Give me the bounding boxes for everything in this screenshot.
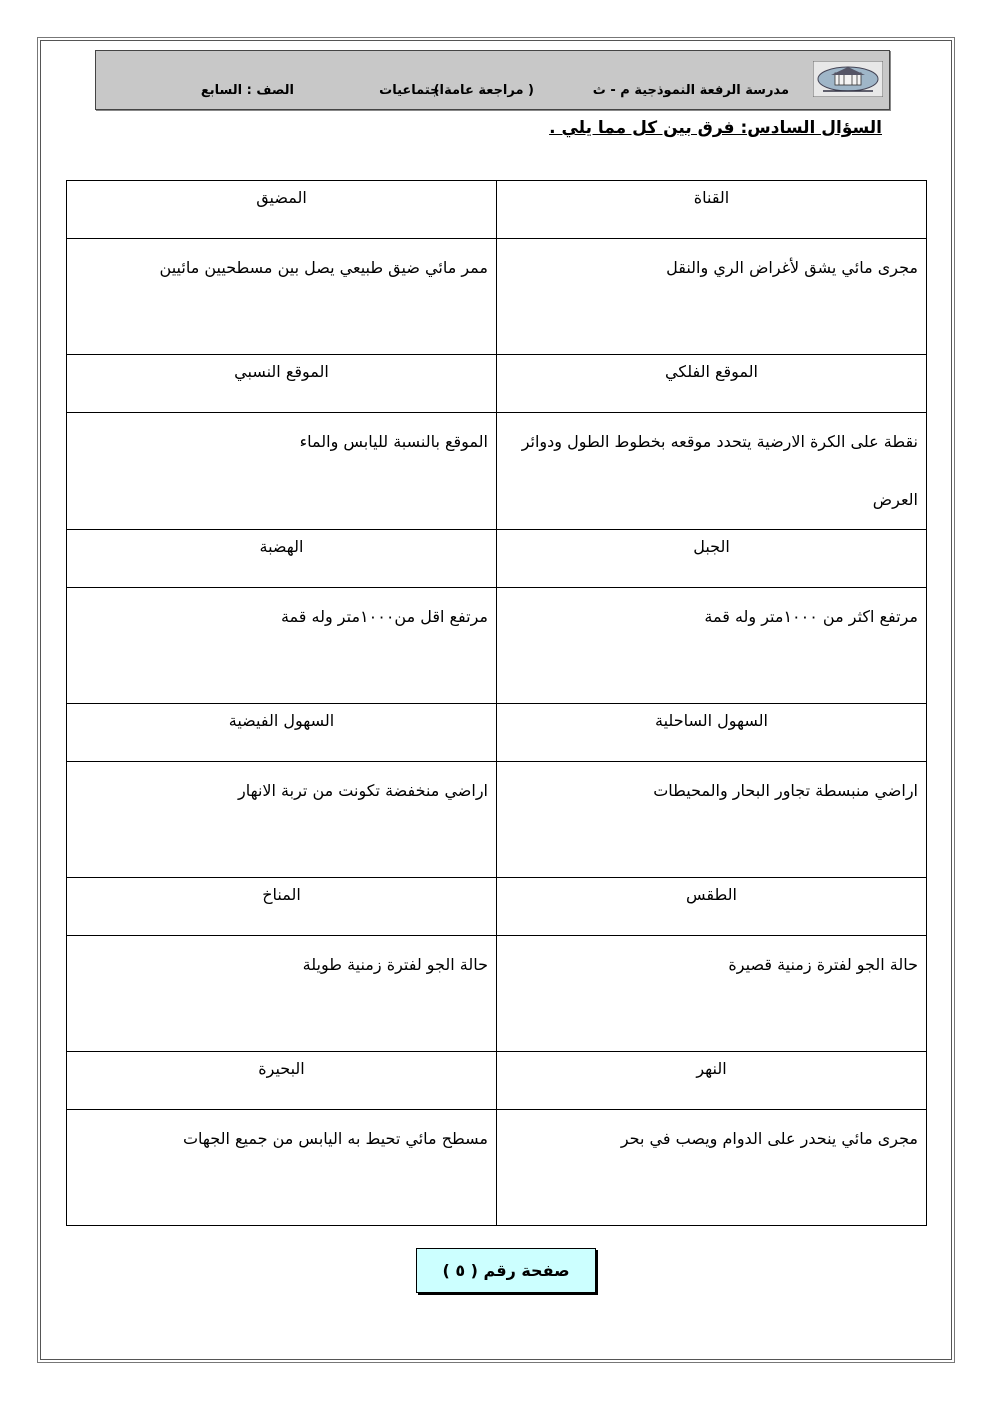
right-term-cell: القناة xyxy=(497,181,927,239)
definition-row xyxy=(67,936,927,1052)
right-definition-cell: مجرى مائي يشق لأغراض الري والنقل xyxy=(497,239,927,355)
left-definition-cell: مسطح مائي تحيط به اليابس من جميع الجهات xyxy=(67,1110,497,1226)
right-definition-cell: مرتفع اكثر من ١٠٠٠متر وله قمة xyxy=(497,588,927,704)
left-term-cell: البحيرة xyxy=(67,1052,497,1110)
left-definition-cell: حالة الجو لفترة زمنية طويلة xyxy=(67,936,497,1052)
left-term-cell: السهول الفيضية xyxy=(67,704,497,762)
right-term-cell: السهول الساحلية xyxy=(497,704,927,762)
right-term-cell: النهر xyxy=(497,1052,927,1110)
page-number: صفحة رقم ( ٥ ) xyxy=(416,1248,596,1293)
term-row xyxy=(67,181,927,239)
definition-row xyxy=(67,588,927,704)
subject-label: اجتماعيات xyxy=(379,83,444,98)
school-name: مدرسة الرفعة النموذجية م - ث xyxy=(592,83,789,98)
right-definition-cell: نقطة على الكرة الارضية يتحدد موقعه بخطوط الطول ودوائر العرض xyxy=(497,413,927,530)
right-definition-cell: حالة الجو لفترة زمنية قصيرة xyxy=(497,936,927,1052)
right-term-cell: الجبل xyxy=(497,530,927,588)
comparison-table xyxy=(66,180,927,1226)
right-term-cell: الموقع الفلكي xyxy=(497,355,927,413)
header-banner xyxy=(95,50,890,110)
left-term-cell: المناخ xyxy=(67,878,497,936)
left-term-cell: المضيق xyxy=(67,181,497,239)
term-row xyxy=(67,878,927,936)
class-label: الصف : السابع xyxy=(200,83,294,98)
left-definition-cell: مرتفع اقل من١٠٠٠متر وله قمة xyxy=(67,588,497,704)
school-logo-icon xyxy=(813,61,883,97)
definition-row xyxy=(67,239,927,355)
left-term-cell: الهضبة xyxy=(67,530,497,588)
term-row xyxy=(67,530,927,588)
right-definition-cell: مجرى مائي ينحدر على الدوام ويصب في بحر xyxy=(497,1110,927,1226)
left-definition-cell: ممر مائي ضيق طبيعي يصل بين مسطحيين مائيين xyxy=(67,239,497,355)
left-definition-cell: اراضي منخفضة تكونت من تربة الانهار xyxy=(67,762,497,878)
right-definition-cell: اراضي منبسطة تجاور البحار والمحيطات xyxy=(497,762,927,878)
left-term-cell: الموقع النسبي xyxy=(67,355,497,413)
right-term-cell: الطقس xyxy=(497,878,927,936)
term-row xyxy=(67,355,927,413)
left-definition-cell: الموقع بالنسبة لليابس والماء xyxy=(67,413,497,530)
term-row xyxy=(67,1052,927,1110)
definition-row xyxy=(67,413,927,530)
definition-row xyxy=(67,1110,927,1226)
term-row xyxy=(67,704,927,762)
definition-row xyxy=(67,762,927,878)
review-label: ( مراجعة عامة ) xyxy=(433,83,534,98)
question-title: السؤال السادس: فرق بين كل مما يلي . xyxy=(549,118,882,138)
